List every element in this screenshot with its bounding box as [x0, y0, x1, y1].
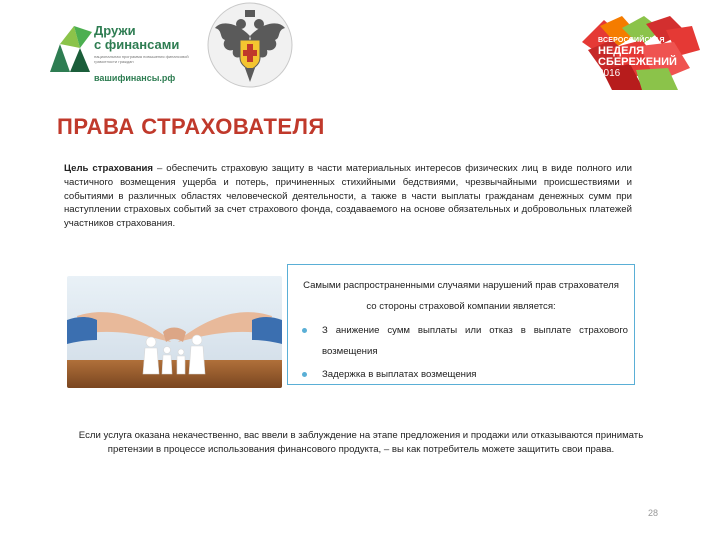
logo-title-line2: с финансами: [94, 37, 180, 52]
intro-paragraph: [64, 162, 632, 231]
list-item-text: Задержка в выплатах возмещения: [322, 369, 477, 380]
list-item-text: З анижение сумм выплаты или отказ в выплате страхового возмещения: [322, 325, 628, 357]
logo-mark-icon: [50, 26, 92, 72]
druzhi-s-finansami-logo: [50, 22, 200, 92]
intro-term: Цель страхования: [64, 163, 154, 174]
callout-heading: Самыми распространенными случаями нарушений прав страхователя со стороны страховой компании является:: [303, 280, 619, 312]
bottom-paragraph: Если услуга оказана некачественно, вас ввели в заблуждение на этапе предложения и продажи или отказываются принимать претензии в процессе использования финансового продукта, – вы как потребитель можете защитить свои права.: [78, 430, 644, 455]
logo-site: вашифинансы.рф: [94, 73, 176, 83]
bullet-icon: [302, 328, 307, 333]
list-item: [300, 320, 628, 362]
week-line2: НЕДЕЛЯ: [598, 45, 645, 57]
savings-week-text: [598, 35, 694, 79]
page-title: ПРАВА СТРАХОВАТЕЛЯ: [57, 114, 325, 139]
logo-tagline: национальная программа повышения финансовой грамотности граждан: [94, 54, 189, 64]
list-item: [300, 364, 628, 385]
page-number: 28: [648, 508, 659, 518]
week-line3: СБЕРЕЖЕНИЙ: [598, 56, 677, 68]
intro-text: – обеспечить страховую защиту в части материальных интересов физических лиц в виде полного или частичного возмещения ущерба и потерь, причиненных стихийными бедствиями, чрезвычайными происшествиями и событиями в различных областях человеческой деятельности, а также в части выплаты гражданам денежных сумм при наступлении страховых событий за счет страхового фонда, создаваемого на основе обязательных и добровольных платежей участников страхования.: [64, 163, 633, 230]
week-line1: ВСЕРОССИЙСКАЯ: [598, 37, 665, 44]
violations-callout: [287, 264, 635, 385]
family-protection-photo: [67, 276, 282, 388]
bullet-icon: [302, 372, 307, 377]
coat-of-arms-icon: [207, 2, 293, 88]
week-line4: 2016: [598, 68, 621, 79]
logo-title-line1: Дружи: [94, 23, 136, 38]
violations-list: [300, 320, 628, 387]
